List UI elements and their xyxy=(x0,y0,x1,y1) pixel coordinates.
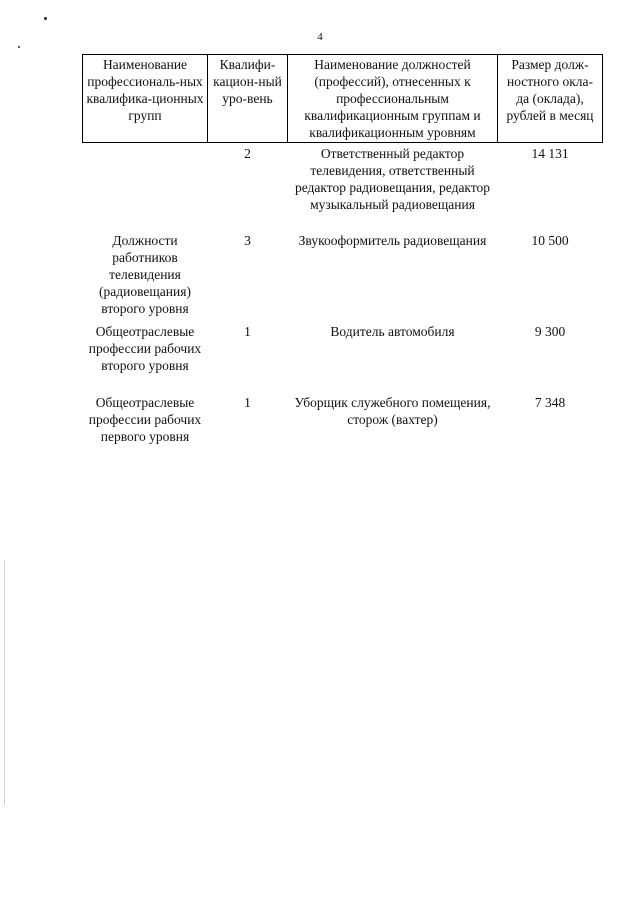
cell-level: 1 xyxy=(244,324,251,339)
cell-position: Водитель автомобиля xyxy=(330,324,455,339)
page-number: 4 xyxy=(317,31,323,43)
table-header-row xyxy=(83,55,603,143)
cell-salary: 14 131 xyxy=(531,146,569,161)
scan-speck xyxy=(44,17,47,20)
header-position: Наименование должностей (профессий), отнесенных к профессиональным квалификационным группам и квалификационным уровням xyxy=(288,55,498,143)
cell-level: 2 xyxy=(244,146,251,161)
header-group: Наименование профессиональ-ных квалифика-ционных групп xyxy=(83,55,208,143)
cell-level: 1 xyxy=(244,395,251,410)
salary-table xyxy=(82,54,603,464)
table-row xyxy=(83,232,603,323)
cell-position: Звукооформитель радиовещания xyxy=(298,233,487,248)
cell-position: Уборщик служебного помещения, сторож (вахтер) xyxy=(294,395,491,427)
cell-group: Общеотраслевые профессии рабочих второго уровня xyxy=(88,324,202,373)
cell-group xyxy=(83,143,208,233)
cell-group: Общеотраслевые профессии рабочих первого уровня xyxy=(88,395,202,444)
cell-position: Ответственный редактор телевидения, ответственный редактор радиовещания, редактор музыкальный радиовещания xyxy=(294,146,491,212)
scan-edge-line xyxy=(4,560,5,805)
cell-level: 3 xyxy=(244,233,251,248)
cell-salary: 10 500 xyxy=(531,233,569,248)
cell-group: Должности работников телевидения (радиовещания) второго уровня xyxy=(99,233,191,316)
table-row xyxy=(83,394,603,464)
scan-speck xyxy=(18,46,20,48)
cell-salary: 9 300 xyxy=(534,324,566,339)
table-row xyxy=(83,143,603,233)
cell-salary: 7 348 xyxy=(534,395,566,410)
header-salary: Размер долж-ностного окла-да (оклада), рублей в месяц xyxy=(498,55,603,143)
table-row xyxy=(83,323,603,394)
header-level: Квалифи-кацион-ный уро-вень xyxy=(208,55,288,143)
